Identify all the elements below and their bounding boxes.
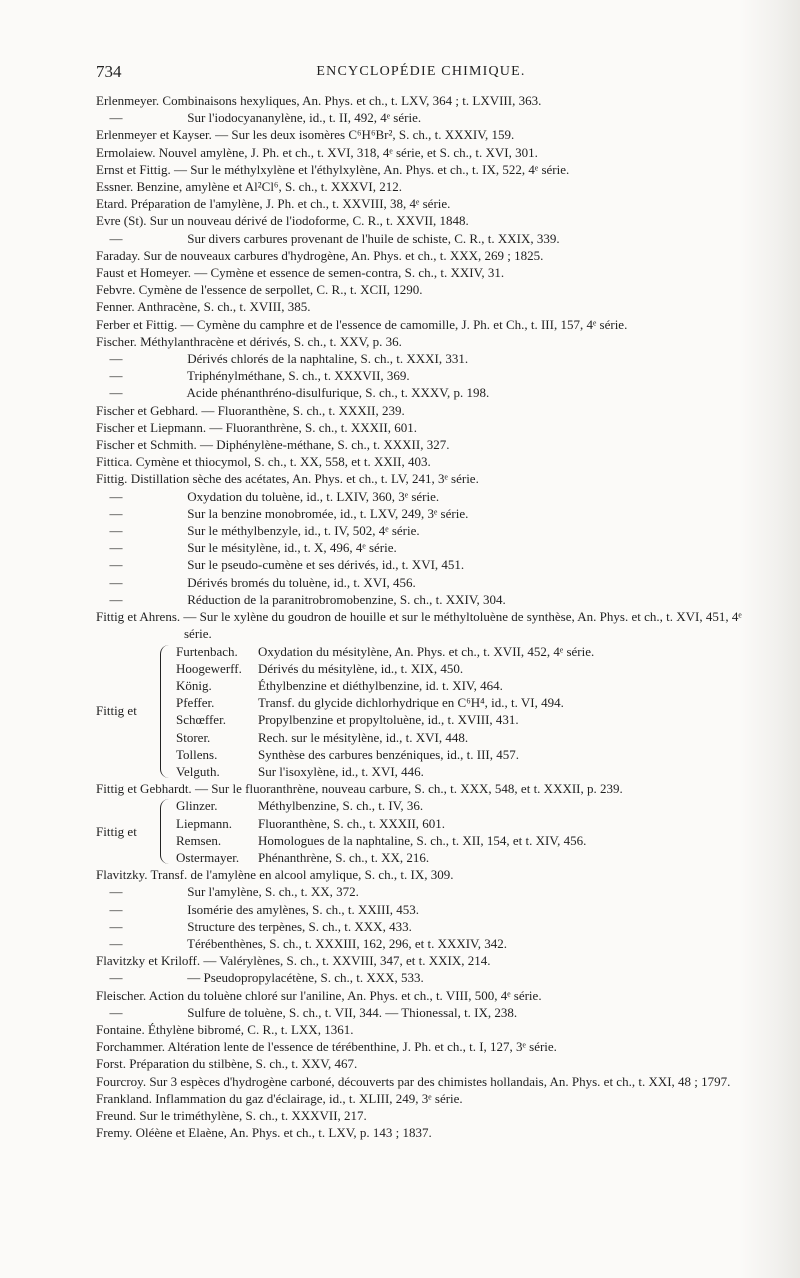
- entry-author: Freund.: [96, 1107, 137, 1123]
- bibliography-entry: [96, 987, 746, 1004]
- collaborator-name: Ostermayer.: [176, 849, 240, 865]
- bibliography-entry: [96, 333, 746, 350]
- entry-text: Sur le méthylbenzyle, id., t. IV, 502, 4ᵉ série.: [187, 523, 420, 539]
- entry-author: Forchammer.: [96, 1039, 165, 1055]
- entry-text: Réduction de la paranitrobromobenzine, S. ch., t. XXIV, 304.: [187, 591, 506, 607]
- entry-text: Transf. du glycide dichlorhydrique en C⁶H⁴, id., t. VI, 494.: [258, 695, 564, 711]
- entry-author: Ermolaiew.: [96, 144, 156, 160]
- entry-text: Action du toluène chloré sur l'aniline, An. Phys. et ch., t. VIII, 500, 4ᵉ série.: [148, 987, 542, 1003]
- entry-author: Fischer et Liepmann.: [96, 419, 207, 435]
- bibliography-entry: [96, 109, 746, 126]
- entry-author: Flavitzky et Kriloff.: [96, 953, 201, 969]
- collaborator-name: Tollens.: [176, 746, 218, 762]
- entry-text: Sur le mésitylène, id., t. X, 496, 4ᵉ série.: [187, 540, 397, 556]
- running-title: ENCYCLOPÉDIE CHIMIQUE.: [316, 64, 526, 79]
- entry-text: — Cymène du camphre et de l'essence de camomille, J. Ph. et Ch., t. III, 157, 4ᵉ série.: [180, 316, 628, 332]
- entry-text: Phénanthrène, S. ch., t. XX, 216.: [258, 849, 430, 865]
- ditto-dash: —: [109, 918, 123, 934]
- bibliography-entry: [96, 1021, 746, 1038]
- entry-text: Dérivés chlorés de la naphtaline, S. ch., t. XXXI, 331.: [187, 351, 469, 367]
- bibliography-entry: [96, 1073, 746, 1090]
- bibliography-entry: [96, 952, 746, 969]
- bibliography-entry: [96, 918, 746, 935]
- entry-author: Fremy.: [96, 1125, 133, 1141]
- entry-text: Éthylène bibromé, C. R., t. LXX, 1361.: [148, 1021, 354, 1037]
- entry-author: Fittig et Ahrens.: [96, 609, 181, 625]
- bibliography-entry: [96, 969, 746, 986]
- bibliography-entry: [96, 608, 746, 642]
- ditto-dash: —: [109, 591, 123, 607]
- bibliography-entry: [96, 883, 746, 900]
- group-entry: [96, 746, 746, 763]
- ditto-dash: —: [109, 488, 123, 504]
- ditto-dash: —: [109, 368, 123, 384]
- bibliography-entry: [96, 316, 746, 333]
- entry-text: — Valérylènes, S. ch., t. XXVIII, 347, et t. XXIX, 214.: [203, 953, 491, 969]
- bibliography-entry: [96, 436, 746, 453]
- ditto-dash: —: [109, 1004, 123, 1020]
- page: [96, 62, 746, 1141]
- entry-text: Oxydation du mésitylène, An. Phys. et ch., t. XVII, 452, 4ᵉ série.: [258, 643, 595, 659]
- collaborator-name: König.: [176, 677, 212, 693]
- ditto-dash: —: [109, 884, 123, 900]
- entry-text: — Pseudopropylacétène, S. ch., t. XXX, 533.: [187, 970, 424, 986]
- entry-author: Fontaine.: [96, 1021, 145, 1037]
- entry-text: Térébenthènes, S. ch., t. XXXIII, 162, 296, et t. XXXIV, 342.: [187, 935, 508, 951]
- entry-text: Sur un nouveau dérivé de l'iodoforme, C. R., t. XXVII, 1848.: [149, 213, 469, 229]
- entry-text: Méthylbenzine, S. ch., t. IV, 36.: [258, 798, 424, 814]
- bibliography-entry: [96, 453, 746, 470]
- entry-text: Méthylanthracène et dérivés, S. ch., t. XXV, p. 36.: [140, 333, 402, 349]
- entry-text: — Sur le xylène du goudron de houille et sur le méthyltoluène de synthèse, An. Phys. et ch., t. XVI, 451, 4ᵉ série.: [183, 609, 742, 642]
- ditto-dash: —: [109, 970, 123, 986]
- entry-text: Sur la benzine monobromée, id., t. LXV, 249, 3ᵉ série.: [187, 505, 469, 521]
- group-entry: [96, 849, 746, 866]
- bibliography-entry: [96, 298, 746, 315]
- entry-text: Cymène et thiocymol, S. ch., t. XX, 558, et t. XXII, 403.: [135, 454, 431, 470]
- entry-text: Nouvel amylène, J. Ph. et ch., t. XVI, 318, 4ᵉ série, et S. ch., t. XVI, 301.: [158, 144, 538, 160]
- page-number: 734: [96, 62, 122, 81]
- entry-author: Forst.: [96, 1056, 126, 1072]
- bibliography-entry: [96, 1055, 746, 1072]
- collaborator-name: Liepmann.: [176, 815, 232, 831]
- entry-author: Ferber et Fittig.: [96, 316, 178, 332]
- entry-author: Erlenmeyer et Kayser.: [96, 127, 212, 143]
- collaborator-name: Glinzer.: [176, 798, 218, 814]
- ditto-dash: —: [109, 385, 123, 401]
- entry-author: Evre (St).: [96, 213, 147, 229]
- entry-text: Sur divers carbures provenant de l'huile de schiste, C. R., t. XXIX, 339.: [187, 230, 560, 246]
- entry-text: Propylbenzine et propyltoluène, id., t. XVIII, 431.: [258, 712, 519, 728]
- bibliography-entry: [96, 402, 746, 419]
- group-entry: [96, 677, 746, 694]
- entry-text: — Diphénylène-méthane, S. ch., t. XXXII, 327.: [200, 437, 450, 453]
- page-header: [96, 62, 746, 86]
- group-label: Fittig et: [96, 823, 137, 839]
- entry-text: — Sur le fluoranthrène, nouveau carbure, S. ch., t. XXX, 548, et t. XXXII, p. 239.: [194, 781, 623, 797]
- fittig-collaborators-group-2: [96, 797, 746, 866]
- entry-text: — Fluoranthrène, S. ch., t. XXXII, 601.: [209, 419, 417, 435]
- bibliography-entry: [96, 539, 746, 556]
- entry-author: Fischer et Schmith.: [96, 437, 197, 453]
- entry-author: Fittig et Gebhardt.: [96, 781, 192, 797]
- entry-author: Faust et Homeyer.: [96, 265, 191, 281]
- entry-author: Flavitzky.: [96, 867, 148, 883]
- bibliography-entry: [96, 419, 746, 436]
- bibliography-entry: [96, 1107, 746, 1124]
- entry-author: Fenner.: [96, 299, 135, 315]
- ditto-dash: —: [109, 935, 123, 951]
- entry-author: Febvre.: [96, 282, 136, 298]
- bibliography-entry: [96, 384, 746, 401]
- entry-text: Sulfure de toluène, S. ch., t. VII, 344. — Thionessal, t. IX, 238.: [187, 1004, 518, 1020]
- group-label: Fittig et: [96, 703, 137, 719]
- entry-text: Triphénylméthane, S. ch., t. XXXVII, 369.: [187, 368, 410, 384]
- entry-author: Fischer.: [96, 333, 137, 349]
- group-entry: [96, 711, 746, 728]
- entry-author: Fittica.: [96, 454, 133, 470]
- bibliography-entry: [96, 195, 746, 212]
- entry-text: Acide phénanthréno-disulfurique, S. ch., t. XXXV, p. 198.: [186, 385, 490, 401]
- fittig-collaborators-group: [96, 643, 746, 781]
- entry-text: Sur l'iodocyananylène, id., t. II, 492, 4ᵉ série.: [187, 110, 422, 126]
- bibliography-entry: [96, 505, 746, 522]
- entry-author: Fischer et Gebhard.: [96, 402, 199, 418]
- entry-text: Transf. de l'amylène en alcool amylique, S. ch., t. IX, 309.: [150, 867, 454, 883]
- collaborator-name: Schœffer.: [176, 712, 226, 728]
- entry-text: Synthèse des carbures benzéniques, id., t. III, 457.: [258, 746, 520, 762]
- entry-text: Benzine, amylène et Al²Cl⁶, S. ch., t. XXXVI, 212.: [136, 179, 402, 195]
- entry-text: Combinaisons hexyliques, An. Phys. et ch., t. LXV, 364 ; t. LXVIII, 363.: [162, 93, 542, 108]
- ditto-dash: —: [109, 574, 123, 590]
- ditto-dash: —: [109, 901, 123, 917]
- ditto-dash: —: [109, 351, 123, 367]
- bibliography-entry: [96, 212, 746, 229]
- entries-after: [96, 866, 746, 1141]
- entry-text: Sur le triméthylène, S. ch., t. XXXVII, 217.: [139, 1107, 367, 1123]
- entry-author: Essner.: [96, 179, 134, 195]
- entry-text: Distillation sèche des acétates, An. Phys. et ch., t. LV, 241, 3ᵉ série.: [130, 471, 479, 487]
- entry-text: Sur de nouveaux carbures d'hydrogène, An. Phys. et ch., t. XXX, 269 ; 1825.: [143, 247, 544, 263]
- entry-text: — Cymène et essence de semen-contra, S. ch., t. XXIV, 31.: [194, 265, 505, 281]
- collaborator-name: Velguth.: [176, 763, 220, 779]
- collaborator-name: Remsen.: [176, 832, 222, 848]
- entries-before: [96, 92, 746, 643]
- bibliography-entry: [96, 935, 746, 952]
- bibliography-entry: [96, 901, 746, 918]
- entry-author: Faraday.: [96, 247, 141, 263]
- bibliography-entry: [96, 161, 746, 178]
- group-entry: [96, 729, 746, 746]
- entry-text: — Fluoranthène, S. ch., t. XXXII, 239.: [201, 402, 405, 418]
- bibliography-entry: [96, 1038, 746, 1055]
- bibliography-entry: [96, 522, 746, 539]
- bibliography-entry: [96, 470, 746, 487]
- group-entry: [96, 660, 746, 677]
- bibliography-entry: [96, 1004, 746, 1021]
- ditto-dash: —: [109, 230, 123, 246]
- entry-text: Dérivés du mésitylène, id., t. XIX, 450.: [258, 660, 464, 676]
- entry-text: Oléène et Elaène, An. Phys. et ch., t. LXV, p. 143 ; 1837.: [135, 1125, 432, 1141]
- entry-author: Ernst et Fittig.: [96, 161, 171, 177]
- bibliography-entry: [96, 126, 746, 143]
- bibliography-entry: [96, 367, 746, 384]
- entry-author: Erlenmeyer.: [96, 93, 160, 108]
- entry-text: Sur 3 espèces d'hydrogène carboné, découverts par des chimistes hollandais, An. Phys. et ch., t. XXI, 48 ; 1797.: [149, 1073, 731, 1089]
- entry-text: Préparation de l'amylène, J. Ph. et ch., t. XXVIII, 38, 4ᵉ série.: [130, 196, 451, 212]
- bibliography-entry: [96, 780, 746, 797]
- group-entry: [96, 832, 746, 849]
- group-entry: [96, 763, 746, 780]
- bibliography-entry: [96, 178, 746, 195]
- entry-text: — Sur les deux isomères C⁶H⁶Br², S. ch., t. XXXIV, 159.: [215, 127, 515, 143]
- bibliography-entry: [96, 247, 746, 264]
- bibliography-entry: [96, 591, 746, 608]
- entry-text: Oxydation du toluène, id., t. LXIV, 360, 3ᵉ série.: [187, 488, 440, 504]
- bibliography-entry: [96, 866, 746, 883]
- bibliography-entry: [96, 281, 746, 298]
- bibliography-entry: [96, 230, 746, 247]
- entry-text: Rech. sur le mésitylène, id., t. XVI, 448.: [258, 729, 469, 745]
- entry-text: — Sur le méthylxylène et l'éthylxylène, An. Phys. et ch., t. IX, 522, 4ᵉ série.: [174, 161, 570, 177]
- bibliography-entry: [96, 350, 746, 367]
- bibliography-entry: [96, 1090, 746, 1107]
- entry-text: Sur l'isoxylène, id., t. XVI, 446.: [258, 763, 424, 779]
- collaborator-name: Storer.: [176, 729, 211, 745]
- collaborator-name: Hoogewerff.: [176, 660, 242, 676]
- group-entry: [96, 643, 746, 660]
- collaborator-name: Pfeffer.: [176, 695, 215, 711]
- bibliography-entry: [96, 574, 746, 591]
- bibliography-entry: [96, 144, 746, 161]
- group-entry: [96, 815, 746, 832]
- entry-text: Homologues de la naphtaline, S. ch., t. XII, 154, et t. XIV, 456.: [258, 832, 587, 848]
- entry-author: Fleischer.: [96, 987, 147, 1003]
- group-entry: [96, 694, 746, 711]
- bibliography-entry: [96, 1124, 746, 1141]
- entry-author: Etard.: [96, 196, 128, 212]
- entry-text: Fluoranthène, S. ch., t. XXXII, 601.: [258, 815, 446, 831]
- entry-text: Altération lente de l'essence de térébenthine, J. Ph. et ch., t. I, 127, 3ᵉ série.: [167, 1039, 557, 1055]
- bibliography-entry: [96, 264, 746, 281]
- entry-text: Dérivés bromés du toluène, id., t. XVI, 456.: [187, 574, 416, 590]
- ditto-dash: —: [109, 540, 123, 556]
- entry-author: Frankland.: [96, 1090, 152, 1106]
- entry-text: Préparation du stilbène, S. ch., t. XXV, 467.: [129, 1056, 358, 1072]
- entry-text: Sur le pseudo-cumène et ses dérivés, id., t. XVI, 451.: [187, 557, 465, 573]
- bibliography-entry: [96, 92, 746, 109]
- entry-text: Cymène de l'essence de serpollet, C. R., t. XCII, 1290.: [138, 282, 423, 298]
- entry-text: Structure des terpènes, S. ch., t. XXX, 433.: [187, 918, 412, 934]
- collaborator-name: Furtenbach.: [176, 643, 238, 659]
- bibliography-entry: [96, 556, 746, 573]
- entry-text: Sur l'amylène, S. ch., t. XX, 372.: [187, 884, 359, 900]
- group-entry: [96, 797, 746, 814]
- entry-author: Fittig.: [96, 471, 128, 487]
- entry-text: Éthylbenzine et diéthylbenzine, id. t. XIV, 464.: [258, 677, 503, 693]
- page-edge-shadow: [740, 0, 800, 1278]
- bibliography-entry: [96, 488, 746, 505]
- entry-text: Inflammation du gaz d'éclairage, id., t. XLIII, 249, 3ᵉ série.: [155, 1090, 463, 1106]
- entry-text: Anthracène, S. ch., t. XVIII, 385.: [137, 299, 311, 315]
- entry-text: Isomérie des amylènes, S. ch., t. XXIII, 453.: [187, 901, 420, 917]
- entry-author: Fourcroy.: [96, 1073, 147, 1089]
- ditto-dash: —: [109, 557, 123, 573]
- ditto-dash: —: [109, 110, 123, 126]
- ditto-dash: —: [109, 505, 123, 521]
- ditto-dash: —: [109, 523, 123, 539]
